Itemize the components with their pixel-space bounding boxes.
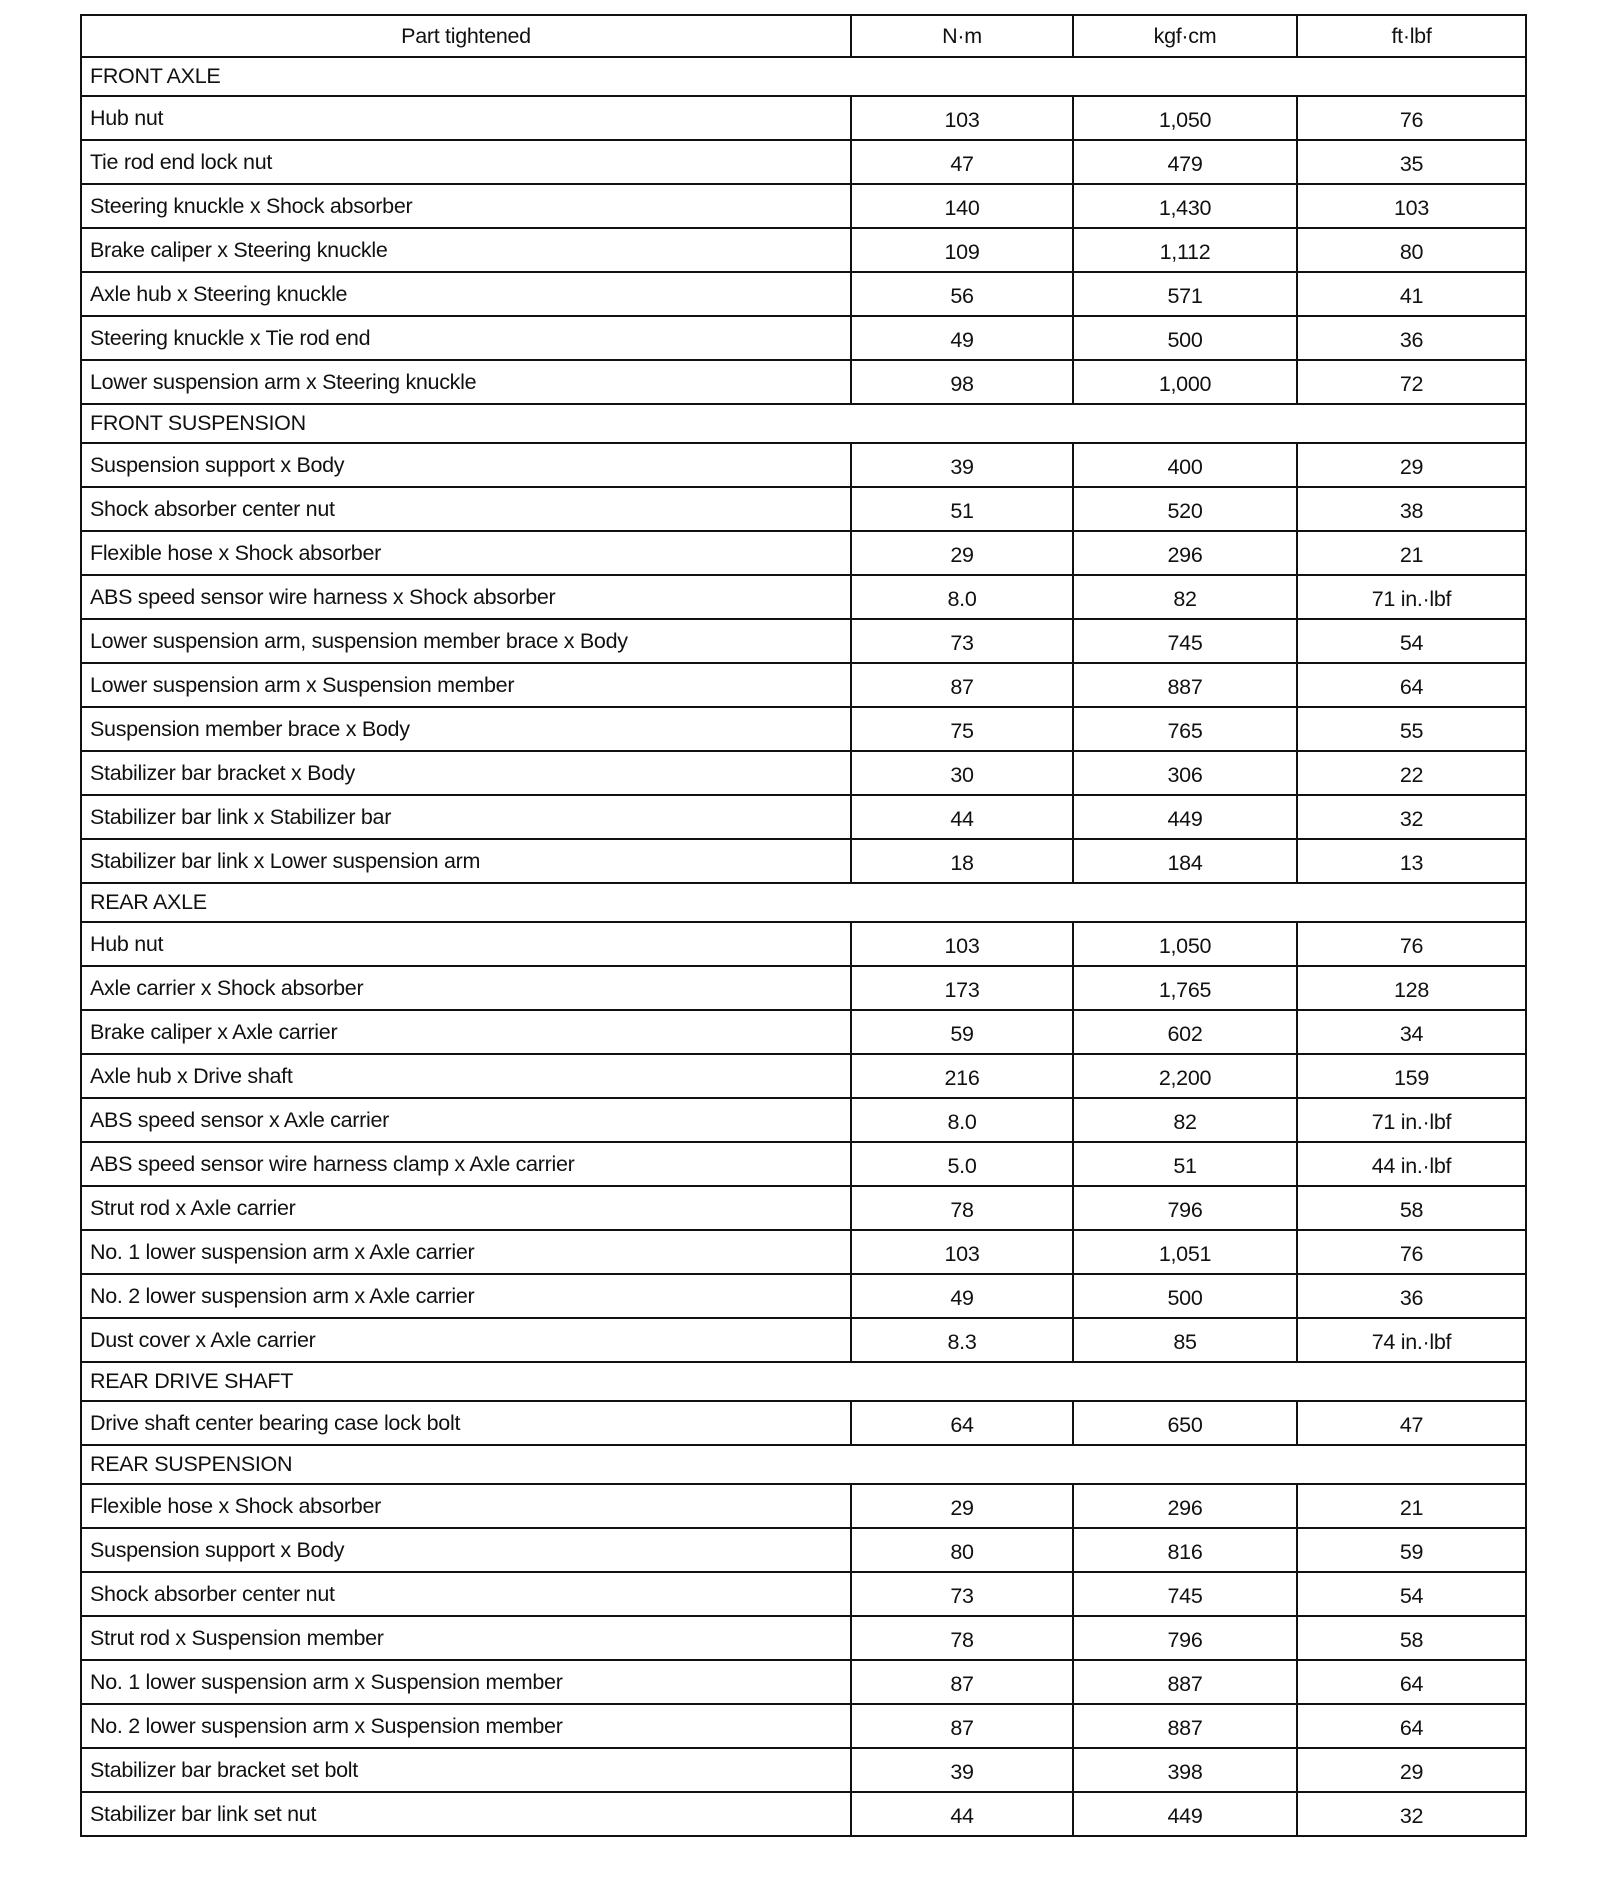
table-row: [81, 1704, 1526, 1748]
ft-lbf-value-cell: 36: [1297, 1274, 1526, 1318]
table-row: [81, 1616, 1526, 1660]
nm-value-cell: 103: [851, 1230, 1073, 1274]
kgf-cm-value-cell: 296: [1073, 1484, 1297, 1528]
table-row: [81, 1318, 1526, 1362]
section-header-row: [81, 57, 1526, 96]
kgf-cm-value-cell: 816: [1073, 1528, 1297, 1572]
nm-value-cell: 29: [851, 531, 1073, 575]
table-row: [81, 184, 1526, 228]
ft-lbf-value-cell: 22: [1297, 751, 1526, 795]
part-name-cell: Axle hub x Drive shaft: [81, 1054, 851, 1098]
part-name-cell: Axle hub x Steering knuckle: [81, 272, 851, 316]
part-name-cell: Shock absorber center nut: [81, 487, 851, 531]
kgf-cm-value-cell: 796: [1073, 1616, 1297, 1660]
kgf-cm-value-cell: 51: [1073, 1142, 1297, 1186]
nm-value-cell: 109: [851, 228, 1073, 272]
kgf-cm-value-cell: 887: [1073, 1704, 1297, 1748]
table-row: [81, 795, 1526, 839]
kgf-cm-value-cell: 1,050: [1073, 96, 1297, 140]
ft-lbf-value-cell: 44 in.·lbf: [1297, 1142, 1526, 1186]
ft-lbf-value-cell: 76: [1297, 922, 1526, 966]
table-row: [81, 707, 1526, 751]
nm-value-cell: 5.0: [851, 1142, 1073, 1186]
table-row: [81, 1401, 1526, 1445]
part-name-cell: ABS speed sensor wire harness clamp x Axle carrier: [81, 1142, 851, 1186]
section-title: REAR SUSPENSION: [81, 1445, 1526, 1484]
ft-lbf-value-cell: 64: [1297, 1660, 1526, 1704]
nm-value-cell: 44: [851, 795, 1073, 839]
kgf-cm-value-cell: 400: [1073, 443, 1297, 487]
kgf-cm-value-cell: 184: [1073, 839, 1297, 883]
kgf-cm-value-cell: 602: [1073, 1010, 1297, 1054]
ft-lbf-value-cell: 76: [1297, 96, 1526, 140]
nm-value-cell: 140: [851, 184, 1073, 228]
section-header-row: [81, 883, 1526, 922]
part-name-cell: No. 1 lower suspension arm x Axle carrier: [81, 1230, 851, 1274]
kgf-cm-value-cell: 1,765: [1073, 966, 1297, 1010]
ft-lbf-value-cell: 32: [1297, 795, 1526, 839]
ft-lbf-value-cell: 54: [1297, 1572, 1526, 1616]
nm-value-cell: 78: [851, 1616, 1073, 1660]
part-name-cell: Axle carrier x Shock absorber: [81, 966, 851, 1010]
nm-value-cell: 103: [851, 922, 1073, 966]
part-name-cell: Suspension support x Body: [81, 443, 851, 487]
ft-lbf-value-cell: 55: [1297, 707, 1526, 751]
ft-lbf-value-cell: 159: [1297, 1054, 1526, 1098]
ft-lbf-value-cell: 41: [1297, 272, 1526, 316]
column-header-nm: N·m: [851, 15, 1073, 57]
part-name-cell: Stabilizer bar link set nut: [81, 1792, 851, 1836]
part-name-cell: Stabilizer bar bracket set bolt: [81, 1748, 851, 1792]
nm-value-cell: 98: [851, 360, 1073, 404]
nm-value-cell: 59: [851, 1010, 1073, 1054]
nm-value-cell: 30: [851, 751, 1073, 795]
ft-lbf-value-cell: 64: [1297, 663, 1526, 707]
kgf-cm-value-cell: 745: [1073, 619, 1297, 663]
part-name-cell: Tie rod end lock nut: [81, 140, 851, 184]
nm-value-cell: 173: [851, 966, 1073, 1010]
column-header-ft-lbf: ft·lbf: [1297, 15, 1526, 57]
part-name-cell: Hub nut: [81, 96, 851, 140]
part-name-cell: Steering knuckle x Shock absorber: [81, 184, 851, 228]
ft-lbf-value-cell: 54: [1297, 619, 1526, 663]
part-name-cell: Suspension support x Body: [81, 1528, 851, 1572]
table-row: [81, 360, 1526, 404]
ft-lbf-value-cell: 36: [1297, 316, 1526, 360]
table-row: [81, 1010, 1526, 1054]
kgf-cm-value-cell: 1,000: [1073, 360, 1297, 404]
nm-value-cell: 216: [851, 1054, 1073, 1098]
part-name-cell: Flexible hose x Shock absorber: [81, 1484, 851, 1528]
nm-value-cell: 87: [851, 663, 1073, 707]
nm-value-cell: 18: [851, 839, 1073, 883]
kgf-cm-value-cell: 2,200: [1073, 1054, 1297, 1098]
kgf-cm-value-cell: 82: [1073, 1098, 1297, 1142]
kgf-cm-value-cell: 479: [1073, 140, 1297, 184]
section-title: REAR DRIVE SHAFT: [81, 1362, 1526, 1401]
part-name-cell: Lower suspension arm, suspension member brace x Body: [81, 619, 851, 663]
table-row: [81, 228, 1526, 272]
table-row: [81, 619, 1526, 663]
ft-lbf-value-cell: 71 in.·lbf: [1297, 1098, 1526, 1142]
ft-lbf-value-cell: 21: [1297, 1484, 1526, 1528]
section-header-row: [81, 1445, 1526, 1484]
part-name-cell: No. 1 lower suspension arm x Suspension member: [81, 1660, 851, 1704]
ft-lbf-value-cell: 80: [1297, 228, 1526, 272]
part-name-cell: Strut rod x Axle carrier: [81, 1186, 851, 1230]
ft-lbf-value-cell: 74 in.·lbf: [1297, 1318, 1526, 1362]
part-name-cell: Flexible hose x Shock absorber: [81, 531, 851, 575]
ft-lbf-value-cell: 128: [1297, 966, 1526, 1010]
kgf-cm-value-cell: 650: [1073, 1401, 1297, 1445]
part-name-cell: Brake caliper x Steering knuckle: [81, 228, 851, 272]
part-name-cell: Drive shaft center bearing case lock bolt: [81, 1401, 851, 1445]
kgf-cm-value-cell: 887: [1073, 663, 1297, 707]
nm-value-cell: 80: [851, 1528, 1073, 1572]
part-name-cell: Lower suspension arm x Suspension member: [81, 663, 851, 707]
part-name-cell: No. 2 lower suspension arm x Suspension member: [81, 1704, 851, 1748]
kgf-cm-value-cell: 449: [1073, 1792, 1297, 1836]
table-row: [81, 316, 1526, 360]
kgf-cm-value-cell: 398: [1073, 1748, 1297, 1792]
table-row: [81, 1230, 1526, 1274]
kgf-cm-value-cell: 765: [1073, 707, 1297, 751]
table-row: [81, 1186, 1526, 1230]
kgf-cm-value-cell: 1,051: [1073, 1230, 1297, 1274]
nm-value-cell: 39: [851, 443, 1073, 487]
table-body: [81, 57, 1526, 1836]
table-row: [81, 140, 1526, 184]
ft-lbf-value-cell: 47: [1297, 1401, 1526, 1445]
part-name-cell: Lower suspension arm x Steering knuckle: [81, 360, 851, 404]
part-name-cell: Dust cover x Axle carrier: [81, 1318, 851, 1362]
kgf-cm-value-cell: 520: [1073, 487, 1297, 531]
ft-lbf-value-cell: 72: [1297, 360, 1526, 404]
table-row: [81, 663, 1526, 707]
table-row: [81, 443, 1526, 487]
ft-lbf-value-cell: 13: [1297, 839, 1526, 883]
part-name-cell: Hub nut: [81, 922, 851, 966]
ft-lbf-value-cell: 59: [1297, 1528, 1526, 1572]
part-name-cell: ABS speed sensor wire harness x Shock absorber: [81, 575, 851, 619]
kgf-cm-value-cell: 500: [1073, 316, 1297, 360]
nm-value-cell: 49: [851, 1274, 1073, 1318]
nm-value-cell: 39: [851, 1748, 1073, 1792]
table-row: [81, 96, 1526, 140]
nm-value-cell: 8.0: [851, 575, 1073, 619]
table-row: [81, 1142, 1526, 1186]
table-row: [81, 966, 1526, 1010]
table-row: [81, 575, 1526, 619]
part-name-cell: Brake caliper x Axle carrier: [81, 1010, 851, 1054]
nm-value-cell: 44: [851, 1792, 1073, 1836]
section-title: FRONT SUSPENSION: [81, 404, 1526, 443]
nm-value-cell: 78: [851, 1186, 1073, 1230]
kgf-cm-value-cell: 796: [1073, 1186, 1297, 1230]
part-name-cell: Shock absorber center nut: [81, 1572, 851, 1616]
nm-value-cell: 87: [851, 1704, 1073, 1748]
table-row: [81, 1054, 1526, 1098]
kgf-cm-value-cell: 82: [1073, 575, 1297, 619]
nm-value-cell: 87: [851, 1660, 1073, 1704]
table-row: [81, 922, 1526, 966]
ft-lbf-value-cell: 34: [1297, 1010, 1526, 1054]
ft-lbf-value-cell: 58: [1297, 1616, 1526, 1660]
section-header-row: [81, 1362, 1526, 1401]
part-name-cell: ABS speed sensor x Axle carrier: [81, 1098, 851, 1142]
kgf-cm-value-cell: 745: [1073, 1572, 1297, 1616]
table-row: [81, 1660, 1526, 1704]
kgf-cm-value-cell: 85: [1073, 1318, 1297, 1362]
kgf-cm-value-cell: 1,112: [1073, 228, 1297, 272]
table-header: [81, 15, 1526, 57]
nm-value-cell: 51: [851, 487, 1073, 531]
kgf-cm-value-cell: 571: [1073, 272, 1297, 316]
ft-lbf-value-cell: 58: [1297, 1186, 1526, 1230]
table-row: [81, 272, 1526, 316]
ft-lbf-value-cell: 29: [1297, 1748, 1526, 1792]
nm-value-cell: 64: [851, 1401, 1073, 1445]
header-row: [81, 15, 1526, 57]
part-name-cell: No. 2 lower suspension arm x Axle carrier: [81, 1274, 851, 1318]
table-row: [81, 1748, 1526, 1792]
table-row: [81, 531, 1526, 575]
part-name-cell: Stabilizer bar bracket x Body: [81, 751, 851, 795]
kgf-cm-value-cell: 500: [1073, 1274, 1297, 1318]
nm-value-cell: 8.3: [851, 1318, 1073, 1362]
table-row: [81, 751, 1526, 795]
table-row: [81, 1792, 1526, 1836]
part-name-cell: Stabilizer bar link x Stabilizer bar: [81, 795, 851, 839]
ft-lbf-value-cell: 38: [1297, 487, 1526, 531]
nm-value-cell: 49: [851, 316, 1073, 360]
nm-value-cell: 73: [851, 1572, 1073, 1616]
part-name-cell: Stabilizer bar link x Lower suspension arm: [81, 839, 851, 883]
ft-lbf-value-cell: 32: [1297, 1792, 1526, 1836]
table-row: [81, 839, 1526, 883]
kgf-cm-value-cell: 1,050: [1073, 922, 1297, 966]
part-name-cell: Steering knuckle x Tie rod end: [81, 316, 851, 360]
nm-value-cell: 73: [851, 619, 1073, 663]
ft-lbf-value-cell: 76: [1297, 1230, 1526, 1274]
table-row: [81, 487, 1526, 531]
nm-value-cell: 103: [851, 96, 1073, 140]
kgf-cm-value-cell: 1,430: [1073, 184, 1297, 228]
ft-lbf-value-cell: 64: [1297, 1704, 1526, 1748]
ft-lbf-value-cell: 35: [1297, 140, 1526, 184]
section-header-row: [81, 404, 1526, 443]
ft-lbf-value-cell: 103: [1297, 184, 1526, 228]
kgf-cm-value-cell: 296: [1073, 531, 1297, 575]
kgf-cm-value-cell: 887: [1073, 1660, 1297, 1704]
nm-value-cell: 8.0: [851, 1098, 1073, 1142]
ft-lbf-value-cell: 21: [1297, 531, 1526, 575]
table-row: [81, 1528, 1526, 1572]
table-row: [81, 1484, 1526, 1528]
kgf-cm-value-cell: 306: [1073, 751, 1297, 795]
kgf-cm-value-cell: 449: [1073, 795, 1297, 839]
nm-value-cell: 56: [851, 272, 1073, 316]
ft-lbf-value-cell: 29: [1297, 443, 1526, 487]
nm-value-cell: 47: [851, 140, 1073, 184]
table-row: [81, 1572, 1526, 1616]
table-row: [81, 1098, 1526, 1142]
nm-value-cell: 29: [851, 1484, 1073, 1528]
column-header-part: Part tightened: [81, 15, 851, 57]
section-title: REAR AXLE: [81, 883, 1526, 922]
torque-specification-table: [80, 14, 1527, 1837]
part-name-cell: Suspension member brace x Body: [81, 707, 851, 751]
ft-lbf-value-cell: 71 in.·lbf: [1297, 575, 1526, 619]
nm-value-cell: 75: [851, 707, 1073, 751]
part-name-cell: Strut rod x Suspension member: [81, 1616, 851, 1660]
table-row: [81, 1274, 1526, 1318]
section-title: FRONT AXLE: [81, 57, 1526, 96]
column-header-kgf-cm: kgf·cm: [1073, 15, 1297, 57]
